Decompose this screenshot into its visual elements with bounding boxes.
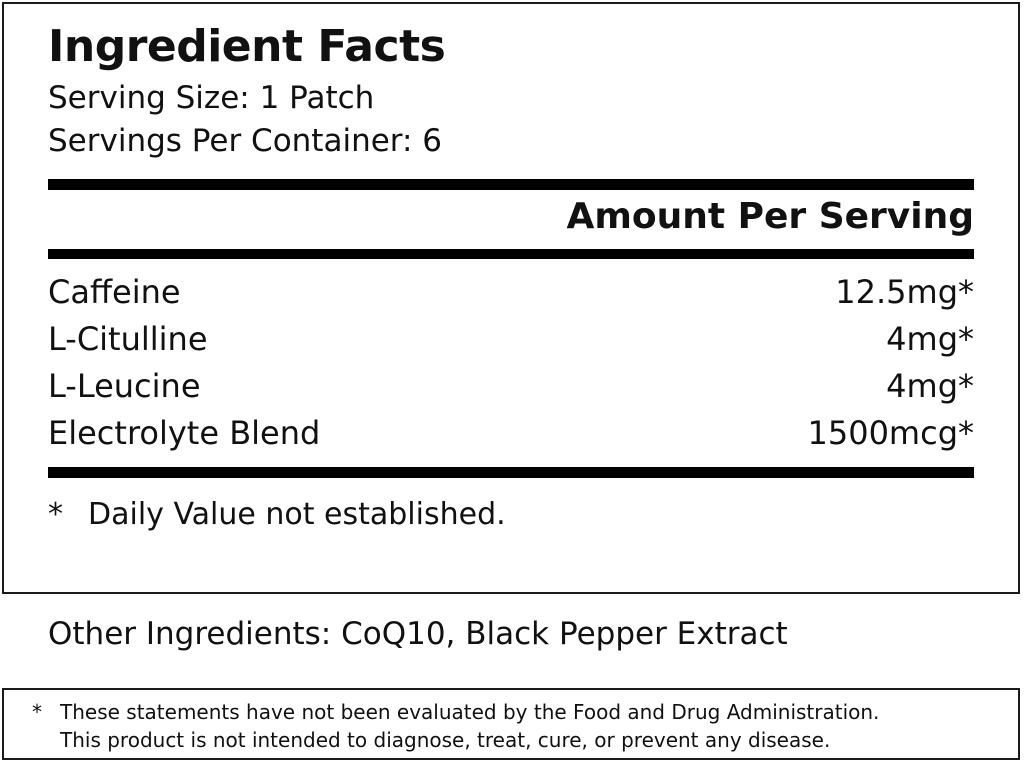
divider-bottom [48,467,974,478]
ingredient-amount: 1500mcg* [807,413,974,452]
table-row [48,316,974,363]
ingredient-rows [48,259,974,457]
table-row [48,363,974,410]
table-row [48,269,974,316]
ingredient-name: Caffeine [48,272,181,311]
footnote-asterisk: * [48,496,63,532]
disclaimer-text-2: This product is not intended to diagnose, treat, cure, or prevent any disease. [60,728,831,753]
ingredient-facts-panel [2,2,1020,594]
divider-under-header [48,249,974,259]
disclaimer-line-1 [32,698,1004,726]
servings-per-container-line: Servings Per Container: 6 [48,123,443,160]
ingredient-name: Electrolyte Blend [48,413,321,452]
divider-top [48,179,974,190]
page-title: Ingredient Facts [48,21,446,72]
disclaimer-text-1: These statements have not been evaluated by the Food and Drug Administration. [60,700,880,724]
ingredient-amount: 4mg* [886,319,974,358]
ingredient-name: L-Citulline [48,319,208,358]
other-ingredients-line: Other Ingredients: CoQ10, Black Pepper Extract [48,616,788,652]
ingredient-amount: 12.5mg* [835,272,974,311]
ingredient-amount: 4mg* [886,366,974,405]
daily-value-footnote [48,478,974,536]
disclaimer-line-2 [32,726,1004,754]
amount-per-serving-header: Amount Per Serving [566,195,974,237]
serving-size-line: Serving Size: 1 Patch [48,80,375,117]
disclaimer-asterisk: * [32,700,42,724]
table-row [48,410,974,457]
ingredient-name: L-Leucine [48,366,201,405]
footnote-text: Daily Value not established. [88,496,506,532]
fda-disclaimer-box [2,688,1020,760]
